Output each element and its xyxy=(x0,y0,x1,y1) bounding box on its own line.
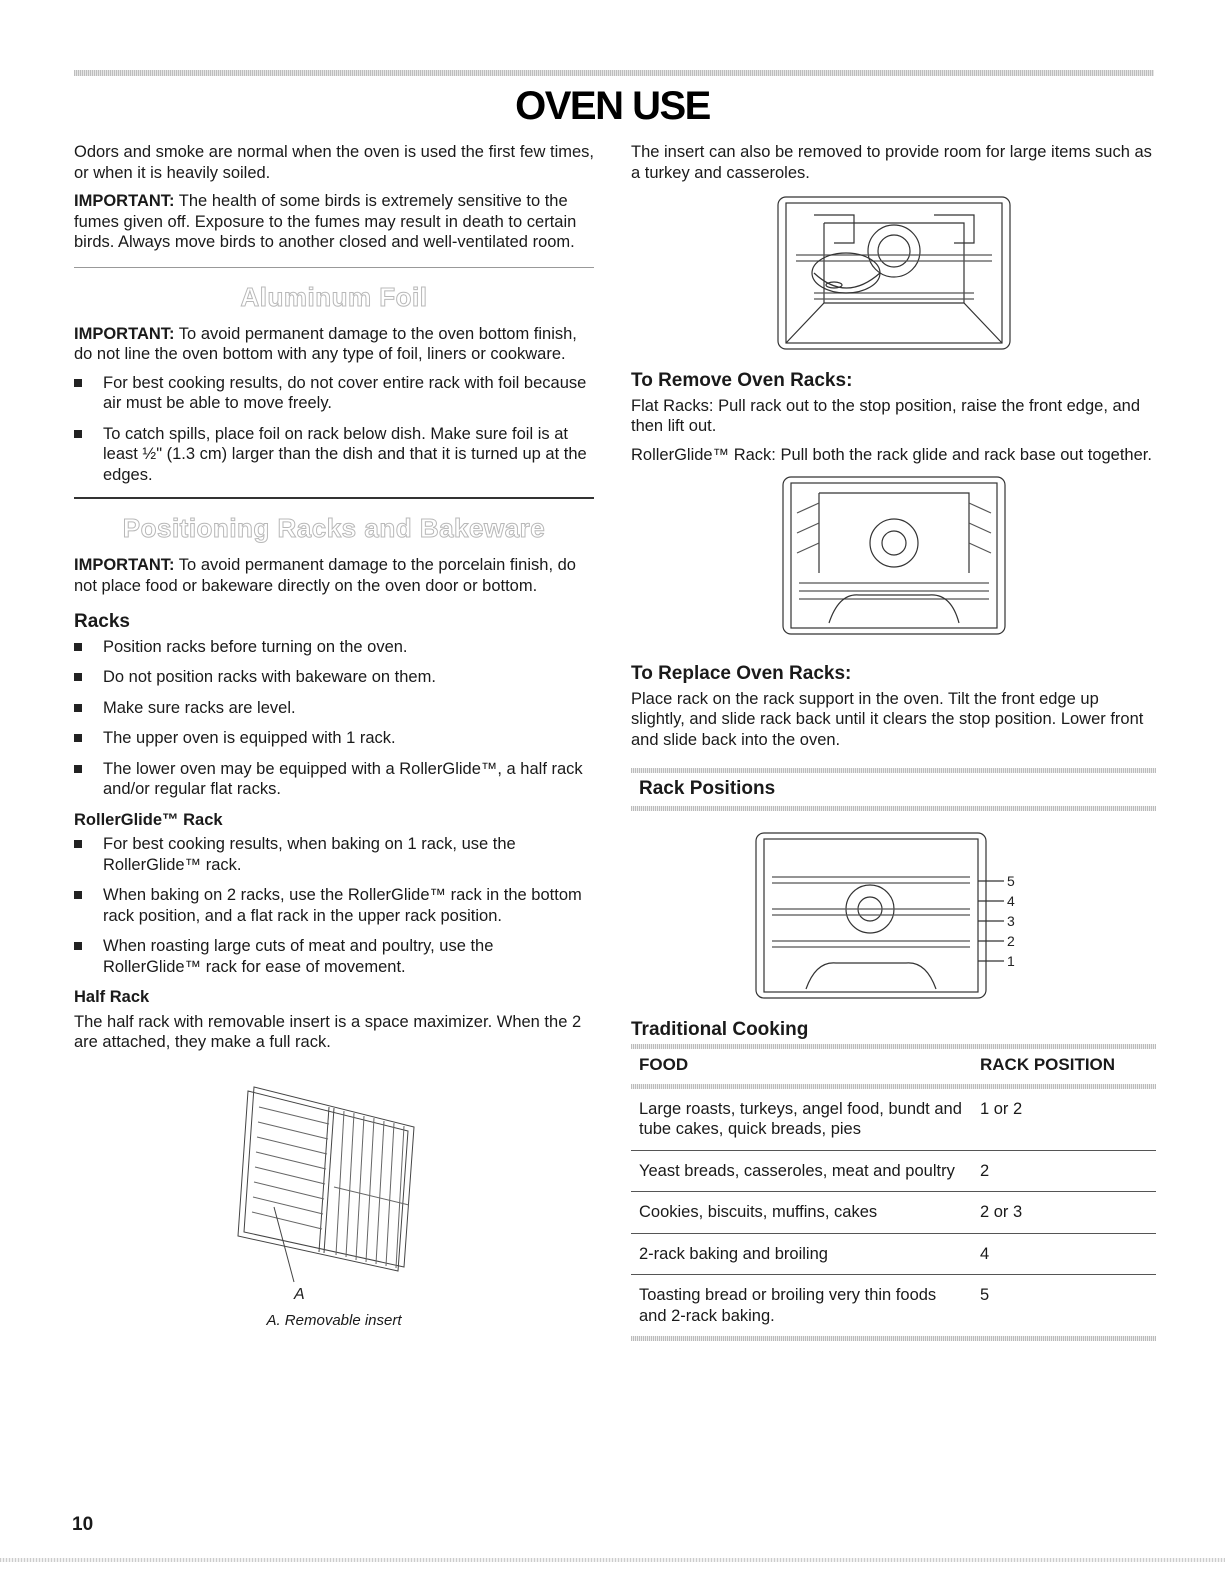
table-cell-food: Large roasts, turkeys, angel food, bundt and tube cakes, quick breads, pies xyxy=(631,1089,972,1151)
section-divider xyxy=(74,497,594,499)
table-cell-rack: 4 xyxy=(972,1233,1156,1275)
traditional-cooking-table xyxy=(631,1049,1156,1336)
rack-positions-title: Rack Positions xyxy=(639,778,776,799)
replace-racks-text: Place rack on the rack support in the oven. Tilt the front edge up slightly, and slide rack back until it clears the stop position. Lower front and slide back into the oven. xyxy=(631,689,1144,749)
table-header-row xyxy=(631,1049,1156,1084)
important-text: The health of some birds is extremely sensitive to the fumes given off. Exposure to the fumes may result in death to certain birds. Always move birds to another closed and well-ventilated room. xyxy=(74,192,577,251)
table-cell-rack: 2 xyxy=(972,1150,1156,1192)
rack-label-5: 5 xyxy=(1006,872,1015,889)
section-divider xyxy=(74,267,594,268)
half-rack-heading: Half Rack xyxy=(74,988,150,1006)
figure-callout: A xyxy=(294,1285,305,1303)
list-item: The upper oven is equipped with 1 rack. xyxy=(74,728,594,749)
left-column xyxy=(74,142,594,1331)
foil-important xyxy=(74,324,594,365)
table-cell-rack: 2 or 3 xyxy=(972,1192,1156,1234)
table-row xyxy=(631,1089,1156,1151)
insert-paragraph: The insert can also be removed to provide room for large items such as a turkey and casseroles. xyxy=(631,143,1152,182)
column-header-food: FOOD xyxy=(639,1055,689,1074)
rack-label-4: 4 xyxy=(1006,892,1015,909)
list-item: When baking on 2 racks, use the RollerGlide™ rack in the bottom rack position, and a flat rack in the upper rack position. xyxy=(74,885,594,926)
rollerglide-heading: RollerGlide™ Rack xyxy=(74,810,223,829)
list-item: To catch spills, place foil on rack below dish. Make sure foil is at least ½" (1.3 cm) larger than the dish and that it is turned up at the edges. xyxy=(74,424,594,486)
figure-caption: A. Removable insert xyxy=(266,1311,402,1329)
list-item: The lower oven may be equipped with a RollerGlide™, a half rack and/or regular flat racks. xyxy=(74,759,594,800)
table-row xyxy=(631,1275,1156,1337)
important-label: IMPORTANT: xyxy=(74,324,175,343)
table-cell-rack: 1 or 2 xyxy=(972,1089,1156,1151)
remove-rollerglide: RollerGlide™ Rack: Pull both the rack glide and rack base out together. xyxy=(631,445,1152,464)
replace-racks-heading: To Replace Oven Racks: xyxy=(631,663,852,684)
list-item: For best cooking results, do not cover entire rack with foil because air must be able to move freely. xyxy=(74,373,594,414)
racks-heading: Racks xyxy=(74,611,130,632)
important-label: IMPORTANT: xyxy=(74,556,175,574)
table-row xyxy=(631,1150,1156,1192)
table-cell-food: Cookies, biscuits, muffins, cakes xyxy=(631,1192,972,1234)
page-title: OVEN USE xyxy=(515,84,710,128)
column-header-rack-position: RACK POSITION xyxy=(980,1055,1116,1074)
list-item: Position racks before turning on the oven. xyxy=(74,637,594,658)
table-row xyxy=(631,1192,1156,1234)
list-item: Do not position racks with bakeware on them. xyxy=(74,667,594,688)
traditional-cooking-heading: Traditional Cooking xyxy=(631,1018,809,1040)
half-rack-illustration xyxy=(204,1067,464,1307)
birds-warning xyxy=(74,191,594,253)
remove-flat-racks: Flat Racks: Pull rack out to the stop position, raise the front edge, and then lift out. xyxy=(631,396,1141,435)
bottom-rule xyxy=(0,1558,1225,1562)
page-number: 10 xyxy=(72,1514,94,1535)
racks-bullet-list xyxy=(74,637,594,800)
rollerglide-bullet-list xyxy=(74,834,594,977)
top-rule xyxy=(74,70,1154,76)
intro-paragraph: Odors and smoke are normal when the oven is used the first few times, or when it is heavily soiled. xyxy=(74,143,594,182)
rack-label-1: 1 xyxy=(1006,952,1015,969)
dotted-rule xyxy=(631,1336,1156,1341)
oven-with-casserole-illustration xyxy=(774,193,1014,353)
aluminum-foil-title: Aluminum Foil xyxy=(240,281,428,312)
important-label: IMPORTANT: xyxy=(74,192,175,210)
rack-label-3: 3 xyxy=(1006,912,1015,929)
list-item: For best cooking results, when baking on 1 rack, use the RollerGlide™ rack. xyxy=(74,834,594,875)
dotted-rule xyxy=(631,806,1156,811)
dotted-rule xyxy=(631,768,1156,773)
list-item: Make sure racks are level. xyxy=(74,698,594,719)
list-item: When roasting large cuts of meat and poultry, use the RollerGlide™ rack for ease of movement. xyxy=(74,936,594,977)
table-cell-rack: 5 xyxy=(980,1286,990,1304)
right-column xyxy=(631,142,1156,1341)
table-row xyxy=(631,1233,1156,1275)
important-text: To avoid permanent damage to the porcelain finish, do not place food or bakeware directly on the oven door or bottom. xyxy=(74,556,576,595)
half-rack-text: The half rack with removable insert is a space maximizer. When the 2 are attached, they make a full rack. xyxy=(74,1012,582,1051)
foil-bullet-list xyxy=(74,373,594,486)
positioning-racks-title: Positioning Racks and Bakeware xyxy=(122,513,546,543)
oven-rack-positions-illustration xyxy=(754,829,1034,1004)
rack-positions-band xyxy=(631,768,1156,811)
rack-label-2: 2 xyxy=(1006,932,1015,949)
table-cell-food: 2-rack baking and broiling xyxy=(631,1233,972,1275)
table-cell-food: Toasting bread or broiling very thin foods and 2-rack baking. xyxy=(639,1286,937,1325)
porcelain-important xyxy=(74,555,594,596)
important-text: To avoid permanent damage to the oven bottom finish, do not line the oven bottom with any type of foil, liners or cookware. xyxy=(74,324,577,363)
remove-racks-heading: To Remove Oven Racks: xyxy=(631,370,853,391)
table-cell-food: Yeast breads, casseroles, meat and poultry xyxy=(631,1150,972,1192)
oven-rollerglide-rack-illustration xyxy=(779,473,1009,638)
